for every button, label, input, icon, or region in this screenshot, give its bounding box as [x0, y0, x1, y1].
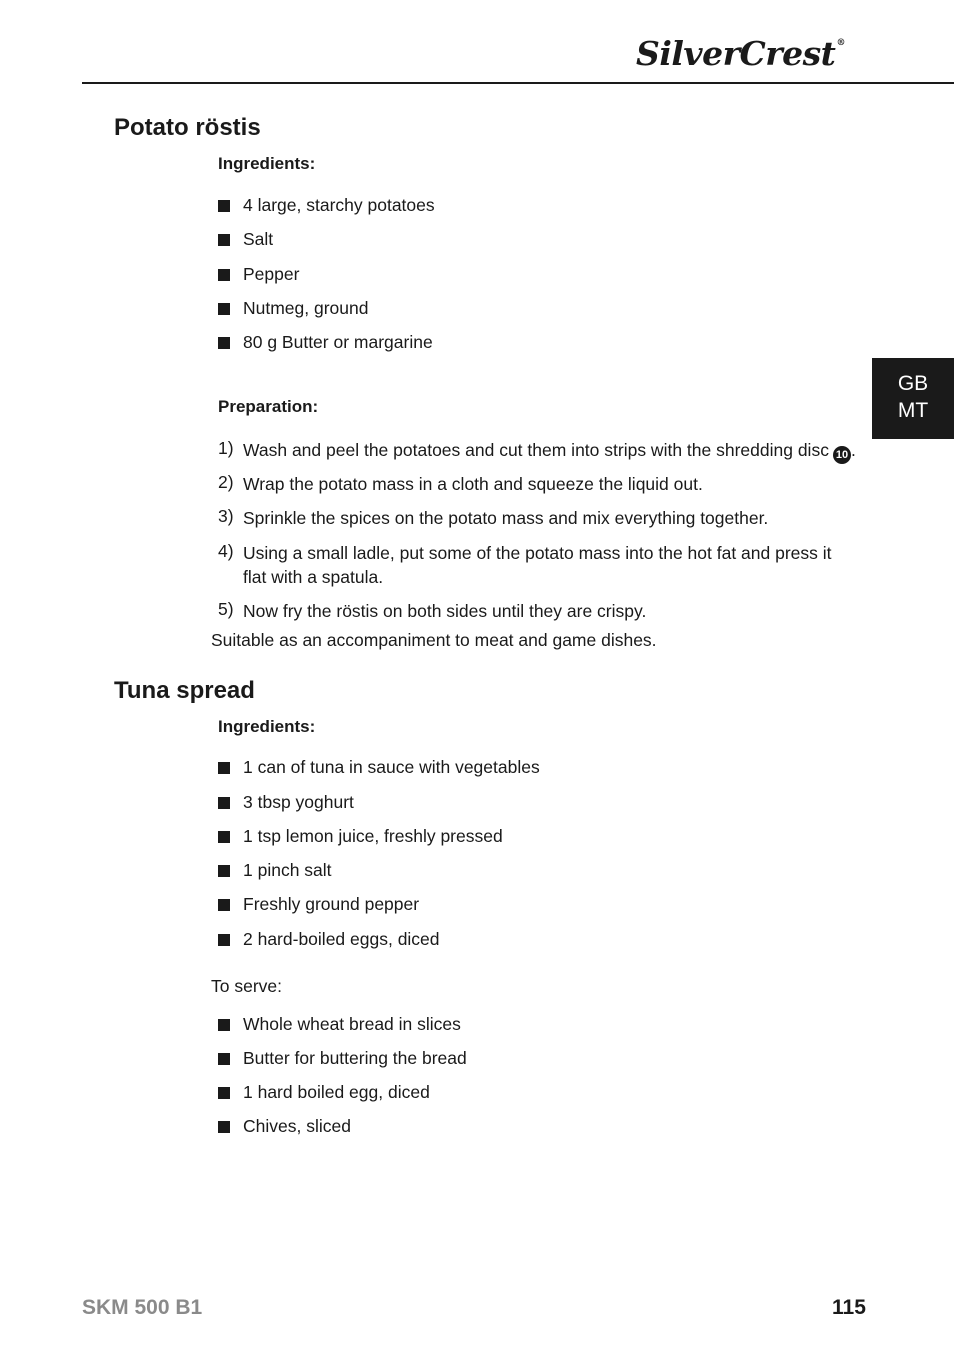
bullet — [218, 831, 230, 843]
language-code-gb: GB — [897, 372, 929, 395]
step-number: 4) — [218, 541, 234, 561]
model-number: SKM 500 B1 — [82, 1296, 203, 1319]
to-serve-label: To serve: — [211, 976, 282, 996]
step-number: 5) — [218, 599, 234, 619]
step-text — [243, 438, 883, 464]
bullet — [218, 797, 230, 809]
bullet — [218, 200, 230, 212]
list-item-text: 1 pinch salt — [243, 860, 332, 880]
step-text: Now fry the röstis on both sides until they are crispy. — [243, 601, 647, 621]
bullet — [218, 303, 230, 315]
part-number-badge: 10 — [833, 446, 851, 464]
list-item-text: 4 large, starchy potatoes — [243, 195, 435, 215]
bullet — [218, 337, 230, 349]
step-number: 3) — [218, 506, 234, 526]
bullet — [218, 1087, 230, 1099]
step-text-main: Wash and peel the potatoes and cut them into strips with the shredding disc — [243, 440, 829, 460]
bullet — [218, 934, 230, 946]
list-item-text: 2 hard-boiled eggs, diced — [243, 929, 440, 949]
language-tab — [872, 358, 954, 439]
bullet — [218, 269, 230, 281]
list-item-text: Pepper — [243, 264, 300, 284]
list-item-text: Freshly ground pepper — [243, 894, 420, 914]
list-item-text: Butter for buttering the bread — [243, 1048, 467, 1068]
bullet — [218, 899, 230, 911]
bullet — [218, 1121, 230, 1133]
step-number: 2) — [218, 472, 234, 492]
step-text: Wrap the potato mass in a cloth and squeeze the liquid out. — [243, 474, 703, 494]
brand-name: SilverCrest — [636, 34, 836, 73]
section-title-potato: Potato röstis — [114, 114, 261, 141]
bullet — [218, 1053, 230, 1065]
list-item-text: 1 hard boiled egg, diced — [243, 1082, 430, 1102]
page-number: 115 — [832, 1296, 866, 1319]
bullet — [218, 234, 230, 246]
list-item-text: 1 tsp lemon juice, freshly pressed — [243, 826, 503, 846]
tuna-ingredients-heading: Ingredients: — [218, 717, 316, 736]
language-code-mt: MT — [897, 399, 929, 422]
brand-logo — [636, 34, 845, 73]
potato-ingredients-heading: Ingredients: — [218, 154, 316, 173]
list-item-text: Whole wheat bread in slices — [243, 1014, 461, 1034]
list-item-text: Salt — [243, 229, 274, 249]
registered-mark: ® — [836, 38, 845, 48]
list-item-text: Chives, sliced — [243, 1116, 351, 1136]
section-title-tuna: Tuna spread — [114, 677, 255, 704]
header-rule — [82, 82, 954, 84]
list-item-text: 80 g Butter or margarine — [243, 332, 433, 352]
serving-note: Suitable as an accompaniment to meat and game dishes. — [211, 630, 657, 650]
bullet — [218, 865, 230, 877]
list-item-text: Nutmeg, ground — [243, 298, 369, 318]
step-number: 1) — [218, 438, 234, 458]
bullet — [218, 1019, 230, 1031]
step-text-end: . — [850, 440, 856, 460]
step-text: Using a small ladle, put some of the potato mass into the hot fat and press it flat with a spatula. — [243, 543, 832, 587]
list-item-text: 3 tbsp yoghurt — [243, 792, 354, 812]
list-item-text: 1 can of tuna in sauce with vegetables — [243, 757, 540, 777]
potato-preparation-heading: Preparation: — [218, 397, 319, 416]
bullet — [218, 762, 230, 774]
step-text: Sprinkle the spices on the potato mass and mix everything together. — [243, 508, 769, 528]
